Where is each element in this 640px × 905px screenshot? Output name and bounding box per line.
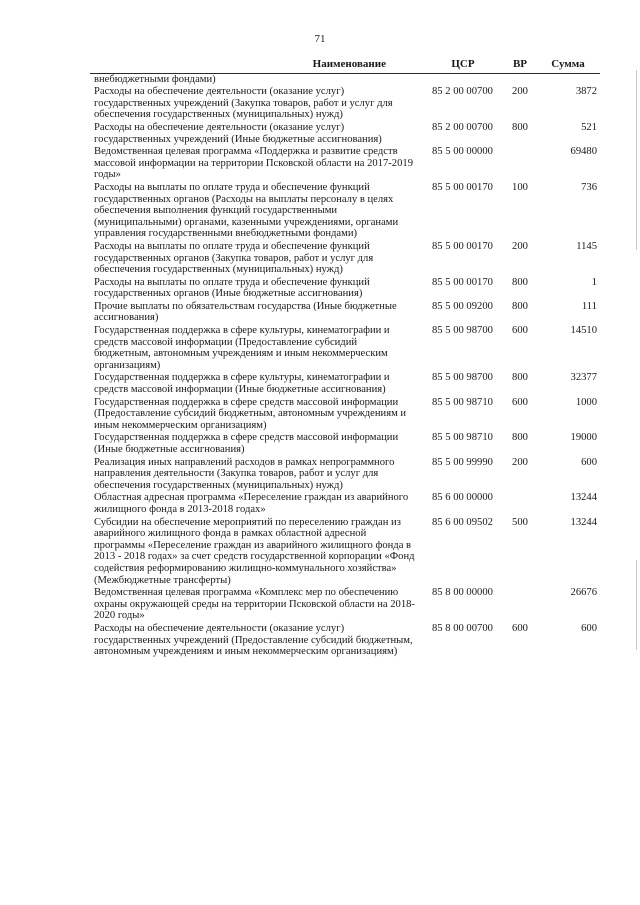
cell-sum: 26676 bbox=[570, 587, 597, 599]
column-header-vr: ВР bbox=[504, 58, 536, 73]
cell-csr: 85 5 00 00170 bbox=[432, 276, 493, 288]
cell-name: Ведомственная целевая программа «Комплекс мер по обеспечению охраны окружающей среды на территории Псковской области на 2018-2020 годы» bbox=[94, 587, 415, 622]
scan-edge-mark bbox=[636, 560, 637, 650]
cell-sum: 69480 bbox=[570, 146, 597, 158]
cell-csr: 85 5 00 00170 bbox=[432, 240, 493, 252]
cell-vr: 600 bbox=[512, 622, 528, 634]
table-row bbox=[90, 623, 600, 659]
cell-sum: 600 bbox=[581, 456, 597, 468]
cell-name: Субсидии на обеспечение мероприятий по переселению граждан из аварийного жилищного фонда в рамках областной адресной программы «Переселение граждан из аварийного жилищного фонда в 2013 - 2018 годах» за счет средств государственной корпорации «Фонд содействия реформированию жилищно-коммунального хозяйства» (Межбюджетные трансферты) bbox=[94, 516, 415, 586]
scan-edge-mark bbox=[636, 70, 637, 250]
table-row bbox=[90, 517, 600, 588]
column-header-csr: ЦСР bbox=[422, 58, 504, 73]
cell-vr: 600 bbox=[512, 325, 528, 337]
cell-vr: 600 bbox=[512, 396, 528, 408]
cell-vr bbox=[504, 146, 536, 182]
cell-name: внебюджетными фондами) bbox=[94, 73, 216, 85]
column-header-name: Наименование bbox=[90, 58, 422, 73]
cell-sum: 19000 bbox=[570, 432, 597, 444]
cell-sum: 13244 bbox=[570, 492, 597, 504]
cell-vr: 100 bbox=[512, 181, 528, 193]
budget-table bbox=[90, 58, 600, 659]
cell-name: Расходы на обеспечение деятельности (оказание услуг) государственных учреждений (Предоставление субсидий бюджетным, автономным учреждениям и иным некоммерческим организациям) bbox=[94, 622, 413, 658]
cell-vr bbox=[504, 587, 536, 623]
cell-csr: 85 5 00 00170 bbox=[432, 181, 493, 193]
table-row bbox=[90, 182, 600, 241]
cell-sum: 1145 bbox=[576, 240, 597, 252]
table-row bbox=[90, 397, 600, 433]
cell-vr bbox=[504, 492, 536, 516]
cell-name: Расходы на обеспечение деятельности (оказание услуг) государственных учреждений (Закупка товаров, работ и услуг для обеспечения государственных (муниципальных) нужд) bbox=[94, 86, 393, 121]
table-row bbox=[90, 241, 600, 277]
table-row bbox=[90, 146, 600, 182]
cell-name: Государственная поддержка в сфере средств массовой информации (Иные бюджетные ассигнования) bbox=[94, 432, 399, 455]
column-header-sum: Сумма bbox=[536, 58, 600, 73]
table-row bbox=[90, 86, 600, 122]
cell-vr: 500 bbox=[512, 516, 528, 528]
table-header-row bbox=[90, 58, 600, 73]
cell-sum: 14510 bbox=[570, 325, 597, 337]
cell-vr: 800 bbox=[512, 276, 528, 288]
cell-csr: 85 6 00 00000 bbox=[432, 492, 493, 504]
cell-csr: 85 2 00 00700 bbox=[432, 121, 493, 133]
cell-vr: 800 bbox=[512, 432, 528, 444]
cell-csr: 85 8 00 00700 bbox=[432, 622, 493, 634]
cell-sum: 13244 bbox=[570, 516, 597, 528]
table-row bbox=[90, 325, 600, 372]
cell-name: Расходы на обеспечение деятельности (оказание услуг) государственных учреждений (Иные бюджетные ассигнования) bbox=[94, 121, 382, 145]
cell-vr: 800 bbox=[512, 372, 528, 384]
table-row bbox=[90, 372, 600, 396]
table-row bbox=[90, 122, 600, 146]
table-row bbox=[90, 277, 600, 301]
cell-csr: 85 5 00 98700 bbox=[432, 325, 493, 337]
cell-csr: 85 8 00 00000 bbox=[432, 587, 493, 599]
cell-vr: 200 bbox=[512, 456, 528, 468]
table-row bbox=[90, 432, 600, 456]
cell-name: Реализация иных направлений расходов в рамках непрограммного направления деятельности (Закупка товаров, работ и услуг для обеспечения государственных (муниципальных) нужд) bbox=[94, 456, 395, 491]
table-row bbox=[90, 457, 600, 493]
cell-name: Расходы на выплаты по оплате труда и обеспечение функций государственных органов (Закупка товаров, работ и услуг для обеспечения государственных (муниципальных) нужд) bbox=[94, 240, 374, 276]
table-row bbox=[90, 492, 600, 516]
page-number: 71 bbox=[314, 33, 326, 45]
cell-sum: 736 bbox=[581, 181, 597, 193]
cell-vr bbox=[504, 73, 536, 86]
cell-name: Расходы на выплаты по оплате труда и обеспечение функций государственных органов (Иные бюджетные ассигнования) bbox=[94, 276, 370, 300]
cell-name: Прочие выплаты по обязательствам государства (Иные бюджетные ассигнования) bbox=[94, 300, 397, 324]
cell-sum: 600 bbox=[581, 622, 597, 634]
cell-csr: 85 5 00 99990 bbox=[432, 456, 493, 468]
cell-csr: 85 5 00 09200 bbox=[432, 300, 493, 312]
cell-name: Областная адресная программа «Переселение граждан из аварийного жилищного фонда в 2013-2018 годах» bbox=[94, 492, 409, 515]
table-row bbox=[90, 301, 600, 325]
cell-sum: 1 bbox=[591, 276, 597, 288]
cell-sum bbox=[536, 73, 600, 86]
cell-name: Расходы на выплаты по оплате труда и обеспечение функций государственных органов (Расходы на выплаты персоналу в целях обеспечения выполнения функций государственными (муниципальными) органами, казенными учреждениями, органами управления государственными внебюджетными фондами) bbox=[94, 181, 399, 240]
cell-csr: 85 2 00 00700 bbox=[432, 86, 493, 98]
cell-vr: 200 bbox=[512, 86, 528, 98]
cell-vr: 800 bbox=[512, 121, 528, 133]
cell-csr: 85 5 00 98700 bbox=[432, 372, 493, 384]
cell-name: Государственная поддержка в сфере культуры, кинематографии и средств массовой информации (Иные бюджетные ассигнования) bbox=[94, 372, 390, 396]
cell-vr: 200 bbox=[512, 240, 528, 252]
cell-csr: 85 6 00 09502 bbox=[432, 516, 493, 528]
cell-name: Государственная поддержка в сфере культуры, кинематографии и средств массовой информации (Предоставление субсидий бюджетным, автономным учреждениям и иным некоммерческим организациям) bbox=[94, 325, 390, 371]
table-row bbox=[90, 73, 600, 86]
cell-csr bbox=[422, 73, 504, 86]
table-row bbox=[90, 587, 600, 623]
cell-sum: 32377 bbox=[570, 372, 597, 384]
cell-csr: 85 5 00 00000 bbox=[432, 146, 493, 158]
cell-sum: 3872 bbox=[575, 86, 597, 98]
cell-csr: 85 5 00 98710 bbox=[432, 396, 493, 408]
cell-sum: 111 bbox=[581, 300, 597, 312]
cell-csr: 85 5 00 98710 bbox=[432, 432, 493, 444]
cell-name: Ведомственная целевая программа «Поддержка и развитие средств массовой информации на территории Псковской области на 2017-2019 годы» bbox=[94, 146, 413, 181]
cell-sum: 521 bbox=[581, 121, 597, 133]
cell-sum: 1000 bbox=[575, 396, 597, 408]
cell-name: Государственная поддержка в сфере средств массовой информации (Предоставление субсидий бюджетным, автономным учреждениям и иным некоммерческим организациям) bbox=[94, 396, 407, 431]
cell-vr: 800 bbox=[512, 300, 528, 312]
